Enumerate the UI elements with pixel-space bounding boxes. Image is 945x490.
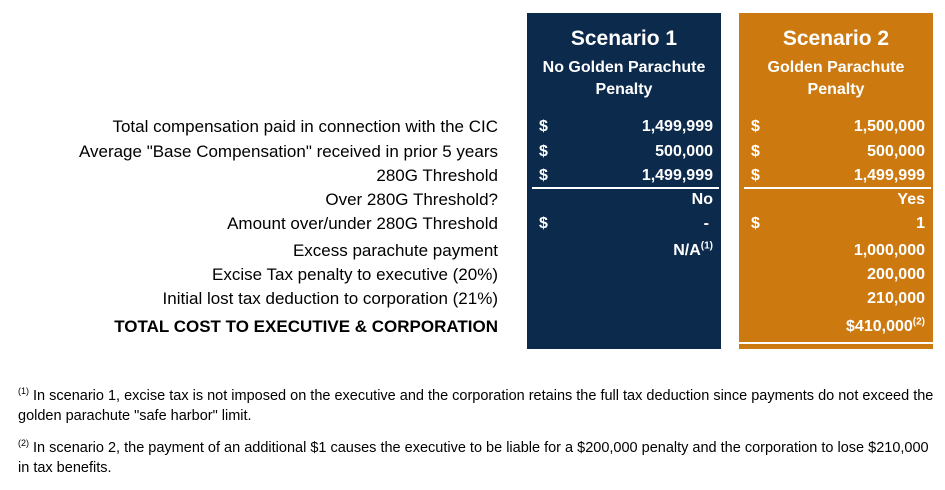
dollar-sign: $ xyxy=(539,143,548,160)
scenario-1-column xyxy=(527,13,721,349)
footnote-ref-1: (1) xyxy=(700,240,713,252)
row-label-280g-threshold: 280G Threshold xyxy=(376,166,498,185)
scenario-2-total-comp: 1,500,000 xyxy=(853,118,925,135)
dollar-sign: $ xyxy=(539,118,548,135)
dollar-sign: $ xyxy=(539,167,548,184)
scenario-2-excess: 1,000,000 xyxy=(853,242,925,259)
scenario-2-total-cell xyxy=(739,315,933,339)
scenario-1-excess-cell xyxy=(527,239,721,263)
scenario-2-threshold-cell xyxy=(739,164,933,188)
scenario-1-amount-over: - xyxy=(703,215,709,232)
scenario-1-over-cell xyxy=(527,188,721,212)
scenario-2-excise-cell xyxy=(739,263,933,287)
row-label-total-compensation: Total compensation paid in connection with the CIC xyxy=(112,117,498,136)
scenario-2-amount-over: 1 xyxy=(916,215,925,232)
scenario-2-lost-deduction-cell xyxy=(739,287,933,311)
scenario-2-over-cell xyxy=(739,188,933,212)
scenario-2-column xyxy=(739,13,933,349)
scenario-1-title: Scenario 1 xyxy=(570,27,678,50)
scenario-1-total-comp-cell xyxy=(527,115,721,139)
footnote-2-mark: (2) xyxy=(18,438,29,449)
scenario-1-excess-wrap xyxy=(673,239,713,263)
row-label-total-cost: TOTAL COST TO EXECUTIVE & CORPORATION xyxy=(114,317,498,336)
scenario-1-total-comp: 1,499,999 xyxy=(641,118,713,135)
scenario-1-subtitle: No Golden Parachute Penalty xyxy=(542,59,706,98)
footnote-2 xyxy=(18,438,938,478)
scenario-2-total-comp-cell xyxy=(739,115,933,139)
scenario-2-base-comp-cell xyxy=(739,140,933,164)
scenario-2-total: $410,000 xyxy=(846,318,913,335)
row-label-excess-payment: Excess parachute payment xyxy=(292,241,498,260)
scenario-2-over: Yes xyxy=(897,191,925,208)
scenario-1-over: No xyxy=(691,191,713,208)
scenario-1-threshold: 1,499,999 xyxy=(641,167,713,184)
row-label-excise-tax: Excise Tax penalty to executive (20%) xyxy=(212,265,498,284)
row-label-base-compensation: Average "Base Compensation" received in prior 5 years xyxy=(78,142,498,161)
scenario-1-base-comp-cell xyxy=(527,140,721,164)
scenario-2-lost-deduction: 210,000 xyxy=(867,290,925,307)
footnote-1 xyxy=(18,386,938,426)
scenario-1-amount-over-cell xyxy=(527,212,721,236)
dollar-sign: $ xyxy=(751,118,760,135)
scenario-2-total-wrap xyxy=(846,315,925,339)
row-label-lost-deduction: Initial lost tax deduction to corporation (21%) xyxy=(162,289,498,308)
footnote-1-mark: (1) xyxy=(18,386,29,397)
row-label-amount-over: Amount over/under 280G Threshold xyxy=(227,214,498,233)
scenario-2-excise: 200,000 xyxy=(867,266,925,283)
scenario-1-threshold-cell xyxy=(527,164,721,188)
dollar-sign: $ xyxy=(751,215,760,232)
scenario-2-subtitle: Golden Parachute Penalty xyxy=(767,59,905,98)
dollar-sign: $ xyxy=(751,143,760,160)
row-label-over-threshold: Over 280G Threshold? xyxy=(325,190,498,209)
scenario-2-base-comp: 500,000 xyxy=(867,143,925,160)
footnote-ref-2: (2) xyxy=(912,316,925,328)
scenario-2-title: Scenario 2 xyxy=(782,27,890,50)
dollar-sign: $ xyxy=(751,167,760,184)
footnote-1-text: In scenario 1, excise tax is not imposed on the executive and the corporation retains the full tax deduction since payments do not exceed the golden parachute "safe harbor" limit. xyxy=(18,388,934,424)
scenario-1-base-comp: 500,000 xyxy=(655,143,713,160)
scenario-2-amount-over-cell xyxy=(739,212,933,236)
dollar-sign: $ xyxy=(539,215,548,232)
scenario-2-excess-cell xyxy=(739,239,933,263)
scenario-1-excess: N/A xyxy=(673,242,701,259)
footnote-2-text: In scenario 2, the payment of an additional $1 causes the executive to be liable for a $200,000 penalty and the corporation to lose $210,000 in tax benefits. xyxy=(18,440,929,476)
scenario-2-threshold: 1,499,999 xyxy=(853,167,925,184)
